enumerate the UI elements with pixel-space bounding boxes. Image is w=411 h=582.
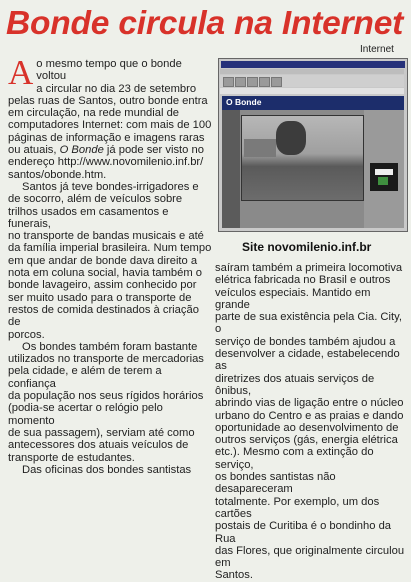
headline: Bonde circula na Internet bbox=[6, 5, 404, 42]
rc-line: Santos. bbox=[215, 569, 253, 582]
rc-line: diretrizes dos atuais serviços de ônibus, bbox=[215, 372, 375, 397]
rc-line: veículos especiais. Mantido em grande bbox=[215, 286, 371, 311]
p2-line: trilhos usados em casamentos e funerais, bbox=[8, 205, 169, 230]
p1-line: santos/obonde.htm. bbox=[8, 168, 107, 181]
rc-line: desenvolver a cidade, estabelecendo as bbox=[215, 348, 400, 373]
screenshot-site-title: O Bonde bbox=[226, 97, 262, 107]
screenshot-logo-bar bbox=[375, 169, 393, 175]
paragraph-1 bbox=[8, 53, 212, 181]
p2-line: nota em coluna social, havia também o bbox=[8, 267, 203, 280]
figure-caption: Site novomilenio.inf.br bbox=[242, 240, 372, 254]
p3-line: transporte de estudantes. bbox=[8, 451, 135, 464]
rc-line: oportunidade ao desenvolvimento de bbox=[215, 421, 399, 434]
drop-cap: A bbox=[8, 53, 34, 92]
rc-line: das Flores, que originalmente circulou em bbox=[215, 544, 405, 570]
paragraph-4-continued bbox=[215, 262, 408, 582]
paragraph-4 bbox=[8, 464, 212, 476]
p3-line: pela cidade, e além de terem a confiança bbox=[8, 365, 162, 390]
screenshot-refresh-icon bbox=[259, 77, 270, 87]
p1-line: computadores Internet: com mais de 100 bbox=[8, 119, 212, 132]
p1-line: o mesmo tempo que o bonde voltou bbox=[36, 58, 182, 83]
p1-line: em circulação, na rede mundial de bbox=[8, 107, 180, 120]
p2-line: bonde lavageiro, assim conhecido por bbox=[8, 279, 197, 292]
screenshot-stop-icon bbox=[247, 77, 258, 87]
figure-label: Internet bbox=[360, 44, 394, 55]
rc-line: outros serviços (gás, energia elétrica bbox=[215, 434, 398, 447]
p3-line: utilizados no transporte de mercadorias bbox=[8, 353, 204, 366]
right-column bbox=[215, 262, 408, 582]
screenshot-photo-building bbox=[244, 139, 276, 157]
paragraph-2 bbox=[8, 181, 212, 341]
screenshot-left-panel bbox=[222, 110, 240, 228]
p1-line: páginas de informação e imagens raras bbox=[8, 131, 205, 144]
screenshot-home-icon bbox=[271, 77, 282, 87]
rc-line: postais de Curitiba é o bondinho da Rua bbox=[215, 520, 392, 545]
screenshot-titlebar bbox=[221, 61, 405, 68]
p1-line: ou atuais, bbox=[8, 144, 57, 157]
screenshot-forward-icon bbox=[235, 77, 246, 87]
p2-line: ser muito usado para o transporte de bbox=[8, 291, 192, 304]
p2-line: no transporte de bandas musicais e até bbox=[8, 230, 204, 243]
p1-line: pelas ruas de Santos, outro bonde entra bbox=[8, 94, 208, 107]
screenshot-back-icon bbox=[223, 77, 234, 87]
site-name-italic: O Bonde bbox=[59, 144, 104, 157]
screenshot-photo-tree bbox=[276, 121, 306, 155]
p3-line: Os bondes também foram bastante bbox=[22, 340, 198, 353]
p2-line: porcos. bbox=[8, 328, 45, 341]
p1-line: a circular no dia 23 de setembro bbox=[36, 82, 197, 95]
p1-line: endereço http://www.novomilenio.inf.br/ bbox=[8, 156, 204, 169]
p2-line: Santos já teve bondes-irrigadores e bbox=[22, 180, 199, 193]
p2-line: da família imperial brasileira. Num tempo bbox=[8, 242, 212, 255]
screenshot-logo-mark bbox=[378, 177, 388, 185]
p4-line: Das oficinas dos bondes santistas bbox=[22, 463, 192, 476]
rc-line: urbano do Centro e as praias e dando bbox=[215, 409, 404, 422]
left-column bbox=[8, 53, 212, 476]
p2-line: em que andar de bonde dava direito a bbox=[8, 254, 198, 267]
p3-line: de sua passagem), serviam até como bbox=[8, 426, 195, 439]
screenshot-address-bar bbox=[220, 88, 404, 94]
paragraph-3 bbox=[8, 341, 212, 464]
rc-line: elétrica fabricada no Brasil e outros bbox=[215, 274, 391, 287]
rc-line: serviço de bondes também ajudou a bbox=[215, 335, 396, 348]
rc-line: abrindo vias de ligação entre o núcleo bbox=[215, 397, 404, 410]
p3-line: (podia-se acertar o relógio pelo momento bbox=[8, 402, 163, 427]
p2-line: de socorro, além de veículos sobre bbox=[8, 193, 183, 206]
rc-line: etc.). Mesmo com a extinção do serviço, bbox=[215, 446, 374, 471]
rc-line: os bondes santistas não desapareceram bbox=[215, 471, 336, 496]
rc-line: saíram também a primeira locomotiva bbox=[215, 262, 403, 274]
p3-line: antecessores dos atuais veículos de bbox=[8, 439, 189, 452]
p1-line: já pode ser visto no bbox=[106, 144, 204, 157]
p3-line: da população nos seus rígidos horários bbox=[8, 390, 204, 403]
rc-line: totalmente. Por exemplo, um dos cartões bbox=[215, 495, 380, 520]
screenshot-menubar bbox=[220, 69, 404, 74]
p2-line: restos de comida destinados à criação de bbox=[8, 303, 199, 329]
screenshot-site-header bbox=[222, 96, 404, 110]
rc-line: parte de sua existência pela Cia. City, o bbox=[215, 311, 402, 336]
